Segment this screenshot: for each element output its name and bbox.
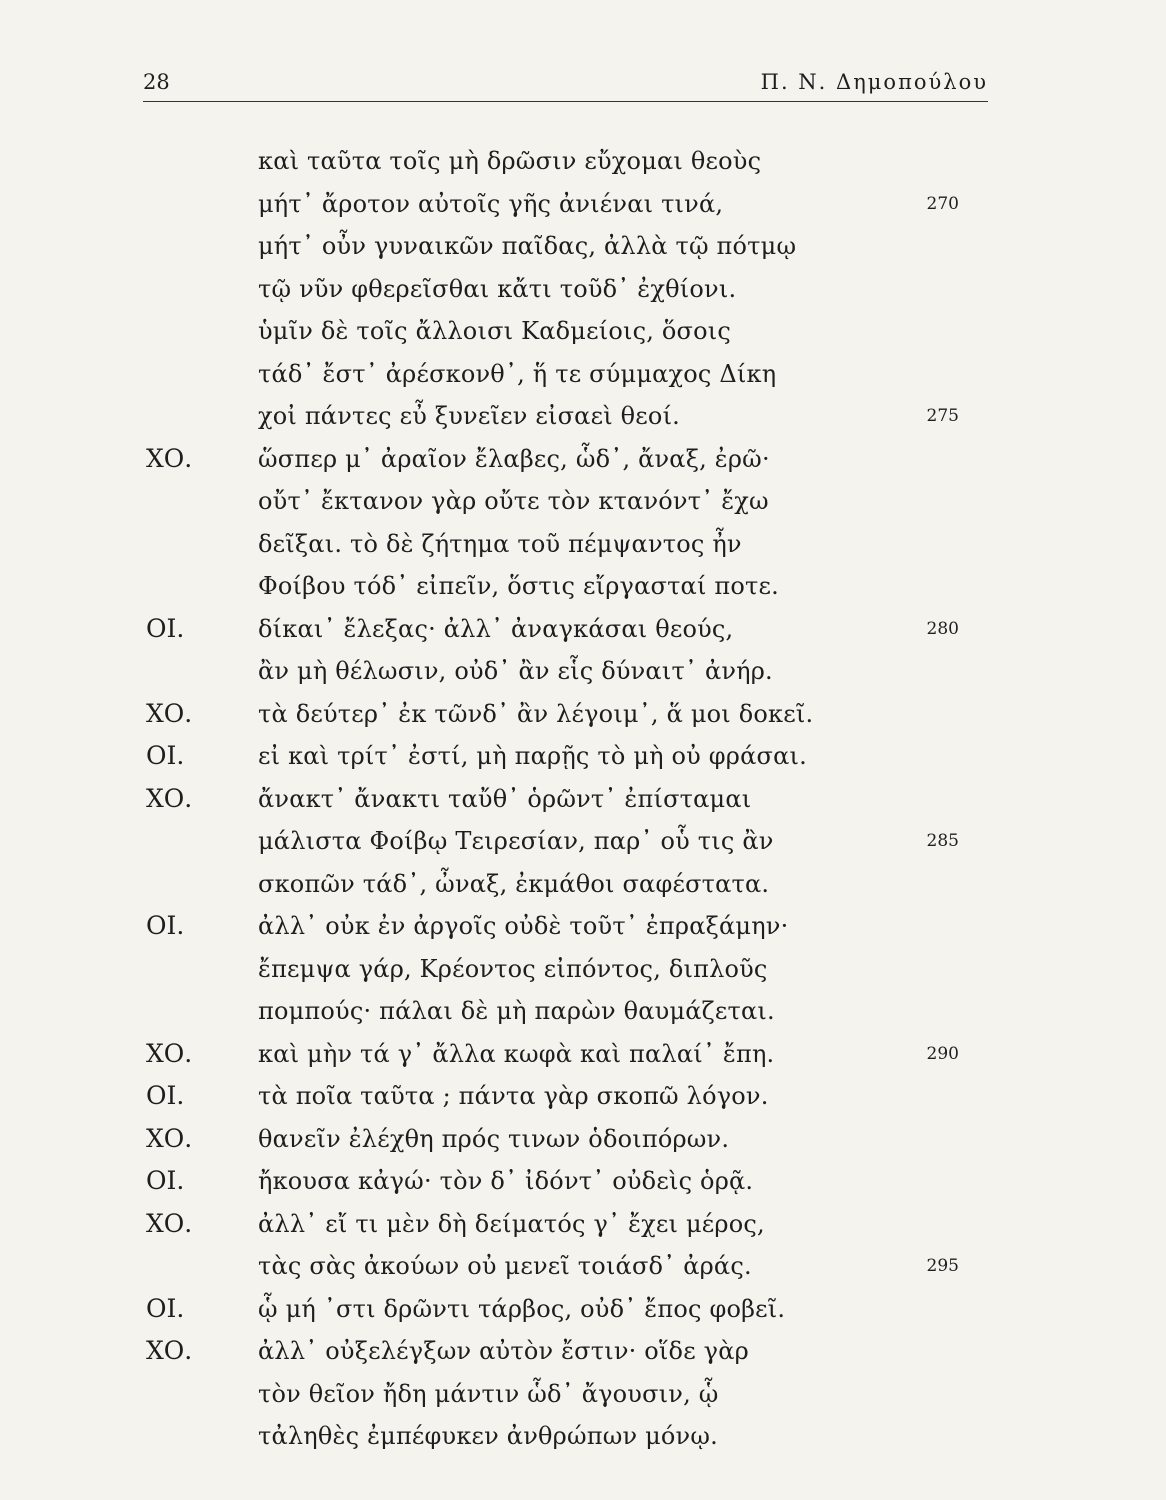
- verse-text: μάλιστα Φοίβῳ Τειρεσίαν, παρ᾽ οὗ τις ἂν: [258, 827, 774, 855]
- speaker-label: ΧΟ.: [146, 1336, 193, 1365]
- verse-text: τὰς σὰς ἀκούων οὐ μενεῖ τοιάσδ᾽ ἀράς.: [258, 1252, 752, 1280]
- verse-text: τῷ νῦν φθερεῖσθαι κἄτι τοῦδ᾽ ἐχθίονι.: [258, 274, 737, 303]
- verse-line: [0, 438, 1166, 481]
- speaker-label: ΧΟ.: [146, 783, 193, 813]
- verse-text: θανεῖν ἐλέχθη πρός τινων ὁδοιπόρων.: [258, 1124, 730, 1153]
- verse-text: ἂν μὴ θέλωσιν, οὐδ᾽ ἂν εἷς δύναιτ᾽ ἀνήρ.: [258, 657, 773, 685]
- speaker-label: ΟΙ.: [146, 911, 185, 940]
- verse-line: [0, 565, 1166, 608]
- speaker-label: ΧΟ.: [146, 443, 193, 473]
- verse-line: [0, 140, 1166, 183]
- verse-line: [0, 523, 1166, 566]
- verse-text: τὰ δεύτερ᾽ ἐκ τῶνδ᾽ ἂν λέγοιμ᾽, ἅ μοι δοκεῖ.: [258, 699, 814, 728]
- verse-text: σκοπῶν τάδ᾽, ὦναξ, ἐκμάθοι σαφέστατα.: [258, 869, 770, 898]
- verse-line: [0, 1118, 1166, 1161]
- verse-line: [0, 778, 1166, 821]
- speaker-label: ΟΙ.: [146, 1081, 185, 1110]
- verse-line: [0, 480, 1166, 523]
- line-number: 270: [926, 193, 959, 214]
- verse-text: Φοίβου τόδ᾽ εἰπεῖν, ὅστις εἴργασταί ποτε.: [258, 572, 779, 600]
- verse-line: [0, 1415, 1166, 1458]
- speaker-label: ΟΙ.: [146, 741, 185, 770]
- verse-text: ἤκουσα κἀγώ· τὸν δ᾽ ἰδόντ᾽ οὐδεὶς ὁρᾷ.: [258, 1167, 754, 1195]
- verse-line: [0, 1075, 1166, 1118]
- line-number: 285: [926, 831, 959, 851]
- line-number: 280: [926, 618, 959, 639]
- verse-text: μήτ᾽ ἄροτον αὐτοῖς γῆς ἀνιέναι τινά,: [258, 189, 724, 218]
- verse-line: [0, 650, 1166, 693]
- verse-line: [0, 1330, 1166, 1373]
- line-number: 290: [926, 1043, 959, 1064]
- verse-line: [0, 608, 1166, 651]
- verse-text: οὔτ᾽ ἔκτανον γὰρ οὔτε τὸν κτανόντ᾽ ἔχω: [258, 487, 769, 515]
- verse-text: ἀλλ᾽ οὐξελέγξων αὐτὸν ἔστιν· οἵδε γὰρ: [258, 1337, 749, 1365]
- speaker-label: ΟΙ.: [146, 1293, 185, 1323]
- verse-text: τὰ ποῖα ταῦτα ; πάντα γὰρ σκοπῶ λόγον.: [258, 1082, 769, 1110]
- verse-line: [0, 1033, 1166, 1076]
- verse-line: [0, 1373, 1166, 1416]
- verse-text: δεῖξαι. τὸ δὲ ζήτημα τοῦ πέμψαντος ἦν: [258, 529, 742, 558]
- speaker-label: ΧΟ.: [146, 698, 193, 728]
- header-rule: [143, 101, 988, 102]
- verse-text: εἰ καὶ τρίτ᾽ ἐστί, μὴ παρῇς τὸ μὴ οὐ φράσαι.: [258, 742, 807, 770]
- verse-line: [0, 310, 1166, 353]
- verse-line: [0, 1203, 1166, 1246]
- verse-text: καὶ ταῦτα τοῖς μὴ δρῶσιν εὔχομαι θεοὺς: [258, 147, 762, 175]
- running-title: Π. Ν. Δημοπούλου: [760, 70, 988, 94]
- verse-line: [0, 225, 1166, 268]
- speaker-label: ΧΟ.: [146, 1038, 193, 1068]
- verse-text: χοἰ πάντες εὖ ξυνεῖεν εἰσαεὶ θεοί.: [258, 402, 681, 430]
- verse-text: πομπούς· πάλαι δὲ μὴ παρὼν θαυμάζεται.: [258, 997, 775, 1025]
- verse-line: [0, 863, 1166, 906]
- verse-line: [0, 353, 1166, 396]
- verse-text: μήτ᾽ οὖν γυναικῶν παῖδας, ἀλλὰ τῷ πότμῳ: [258, 232, 797, 260]
- verse-text: δίκαι᾽ ἔλεξας· ἀλλ᾽ ἀναγκάσαι θεούς,: [258, 614, 734, 643]
- verse-line: [0, 395, 1166, 438]
- speaker-label: ΟΙ.: [146, 1166, 185, 1195]
- page-number: 28: [143, 70, 170, 94]
- verse-line: [0, 990, 1166, 1033]
- verse-line: [0, 268, 1166, 311]
- verse-text: καὶ μὴν τά γ᾽ ἄλλα κωφὰ καὶ παλαί᾽ ἔπη.: [258, 1039, 775, 1068]
- verse-text: ἀλλ᾽ εἴ τι μὲν δὴ δείματός γ᾽ ἔχει μέρος,: [258, 1209, 765, 1238]
- verse-line: [0, 905, 1166, 948]
- verse-line: [0, 1245, 1166, 1288]
- verse-line: [0, 820, 1166, 863]
- speaker-label: ΧΟ.: [146, 1208, 193, 1238]
- line-number: 295: [926, 1256, 959, 1276]
- speaker-label: ΟΙ.: [146, 613, 185, 643]
- verse-text: ἀλλ᾽ οὐκ ἐν ἀργοῖς οὐδὲ τοῦτ᾽ ἐπραξάμην·: [258, 912, 789, 940]
- verse-line: [0, 735, 1166, 778]
- verse-line: [0, 1160, 1166, 1203]
- verse-line: [0, 183, 1166, 226]
- verse-text: ὥσπερ μ᾽ ἀραῖον ἔλαβες, ὧδ᾽, ἄναξ, ἐρῶ·: [258, 444, 770, 473]
- verse-text: ἔπεμψα γάρ, Κρέοντος εἰπόντος, διπλοῦς: [258, 954, 768, 983]
- verse-text: ᾧ μή ᾽στι δρῶντι τάρβος, οὐδ᾽ ἔπος φοβεῖ.: [258, 1294, 786, 1323]
- line-number: 275: [926, 406, 959, 426]
- verse-line: [0, 693, 1166, 736]
- verse-line: [0, 1288, 1166, 1331]
- verse-text: ἄνακτ᾽ ἄνακτι ταὔθ᾽ ὁρῶντ᾽ ἐπίσταμαι: [258, 784, 752, 813]
- verse-text: τάδ᾽ ἔστ᾽ ἀρέσκονθ᾽, ἥ τε σύμμαχος Δίκη: [258, 359, 777, 388]
- verse-text: ὑμῖν δὲ τοῖς ἄλλοισι Καδμείοις, ὅσοις: [258, 317, 732, 345]
- verse-text: τὸν θεῖον ἤδη μάντιν ὧδ᾽ ἄγουσιν, ᾧ: [258, 1379, 719, 1408]
- page-header: [143, 66, 988, 102]
- verse-text: τἀληθὲς ἐμπέφυκεν ἀνθρώπων μόνῳ.: [258, 1422, 718, 1450]
- verse-line: [0, 948, 1166, 991]
- speaker-label: ΧΟ.: [146, 1123, 193, 1153]
- verse-block: [0, 140, 1166, 1458]
